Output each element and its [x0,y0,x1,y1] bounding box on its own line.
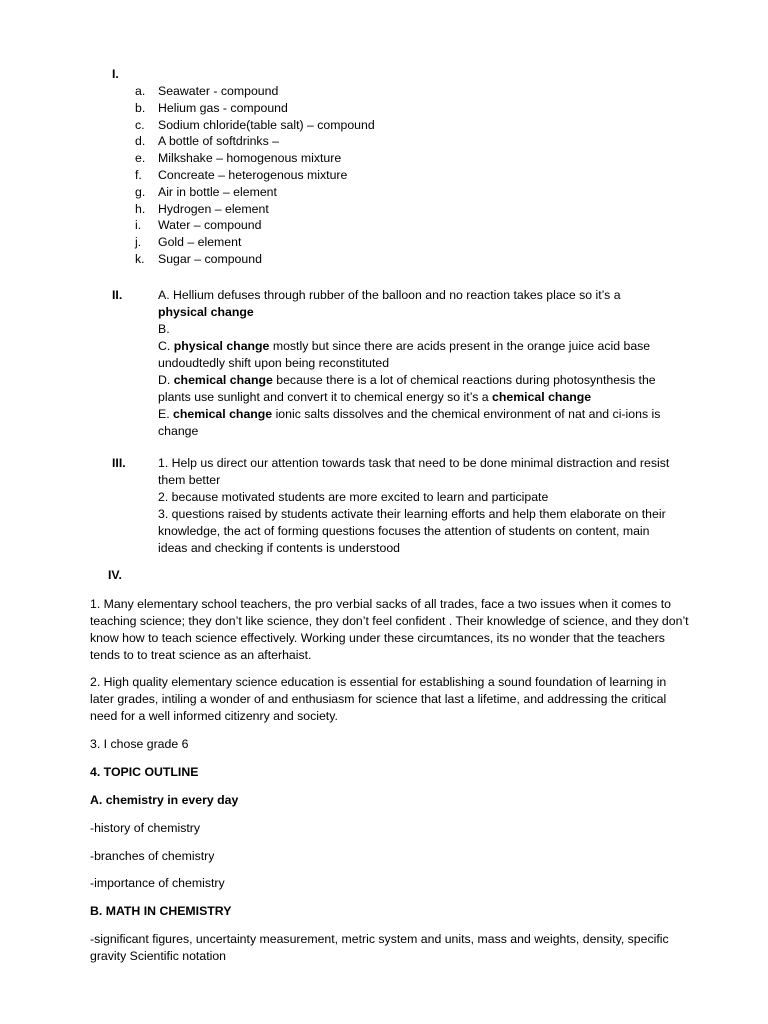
item-text: Air in bottle – element [158,184,277,199]
item-text: A bottle of softdrinks – [158,134,279,149]
item-letter: e. [135,151,146,166]
item-letter: g. [135,184,146,199]
item-letter: k. [135,251,145,266]
answer-a-bold: physical change [158,305,254,319]
answer-e-prefix: E. [158,407,174,421]
answer-2: 2. because motivated students are more excited to learn and participate [158,490,549,504]
section-3-body [158,455,678,557]
answer-d-bold-2: chemical change [492,390,592,404]
answer-d-prefix: D. [158,373,174,387]
paragraph-1: 1. Many elementary school teachers, the pro verbial sacks of all trades, face a two issues when it comes to teaching science; they don’t like science, they don’t feel confident . Their knowledge of science, and they don’t know how to teach science effectively. Working under these circumtances, its no wonder that the teachers tends to to treat science as an afterhaist. [90,597,689,662]
list-item [135,234,375,251]
item-letter: c. [135,117,145,132]
answer-1: 1. Help us direct our attention towards task that need to be done minimal distraction and resist them better [158,456,670,487]
paragraph-3: 3. I chose grade 6 [90,737,189,751]
answer-a-text: A. Hellium defuses through rubber of the balloon and no reaction takes place so it’s a [158,288,621,302]
topic-a-item-1: -history of chemistry [90,821,201,835]
answer-d-bold: chemical change [173,373,273,387]
answer-a [158,287,678,321]
section-1-numeral: I. [112,67,119,81]
section-4-numeral: IV. [108,568,122,582]
item-letter: h. [135,201,146,216]
topic-a-item-2: -branches of chemistry [90,849,215,863]
item-text: Sugar – compound [158,251,262,266]
item-text: Seawater - compound [158,84,279,98]
answer-e-bold: chemical change [173,407,273,421]
item-letter: a. [135,84,146,98]
answer-d-text: because there is a lot of chemical reactions during photosynthesis the plants use sunlight and convert it to chemical energy so it’s a [158,373,656,404]
section-3-numeral: III. [112,456,126,470]
item-text: Hydrogen – element [158,201,269,216]
item-letter: d. [135,134,146,149]
list-item [135,83,375,100]
item-text: Sodium chloride(table salt) – compound [158,117,375,132]
answer-c-prefix: C. [158,339,174,353]
topic-a-heading: A. chemistry in every day [90,793,239,807]
list-item [135,100,375,117]
item-letter: i. [135,218,142,233]
list-item [135,184,375,201]
answer-b: B. [158,322,170,336]
item-letter: j. [135,235,142,250]
list-item [135,201,375,218]
list-item [135,251,375,268]
section-2-body [158,287,678,440]
answer-c-text: mostly but since there are acids present in the orange juice acid base undoudtedly shift upon being reconstituted [158,339,651,370]
topic-b-heading: B. MATH IN CHEMISTRY [90,904,232,918]
topic-b-item-1: -significant figures, uncertainty measurement, metric system and units, mass and weights, density, specific gravity Scientific notation [90,932,669,963]
list-item [135,117,375,134]
item-text: Gold – element [158,235,242,250]
list-item [135,133,375,150]
answer-3: 3. questions raised by students activate their learning efforts and help them elaborate on their knowledge, the act of forming questions focuses the attention of students on content, main ideas and checking if contents is understood [158,507,666,555]
answer-e-text: ionic salts dissolves and the chemical environment of nat and ci-ions is change [158,407,661,438]
item-text: Milkshake – homogenous mixture [158,151,342,166]
item-letter: b. [135,100,146,115]
list-item [135,217,375,234]
item-letter: f. [135,167,142,182]
item-text: Helium gas - compound [158,100,288,115]
topic-outline-heading: 4. TOPIC OUTLINE [90,765,199,779]
item-text: Water – compound [158,218,262,233]
section-2-numeral: II. [112,288,123,302]
topic-a-item-3: -importance of chemistry [90,876,225,890]
section-1-list [135,83,375,268]
list-item [135,167,375,184]
answer-e [158,406,678,440]
answer-c-bold: physical change [173,339,270,353]
answer-c [158,338,678,372]
item-text: Concreate – heterogenous mixture [158,167,348,182]
paragraph-2: 2. High quality elementary science education is essential for establishing a sound foundation of learning in later grades, intiling a wonder of and enthusiasm for science that last a lifetime, and addressing the critical need for a well informed citizenry and society. [90,675,667,723]
answer-d [158,372,678,406]
list-item [135,150,375,167]
